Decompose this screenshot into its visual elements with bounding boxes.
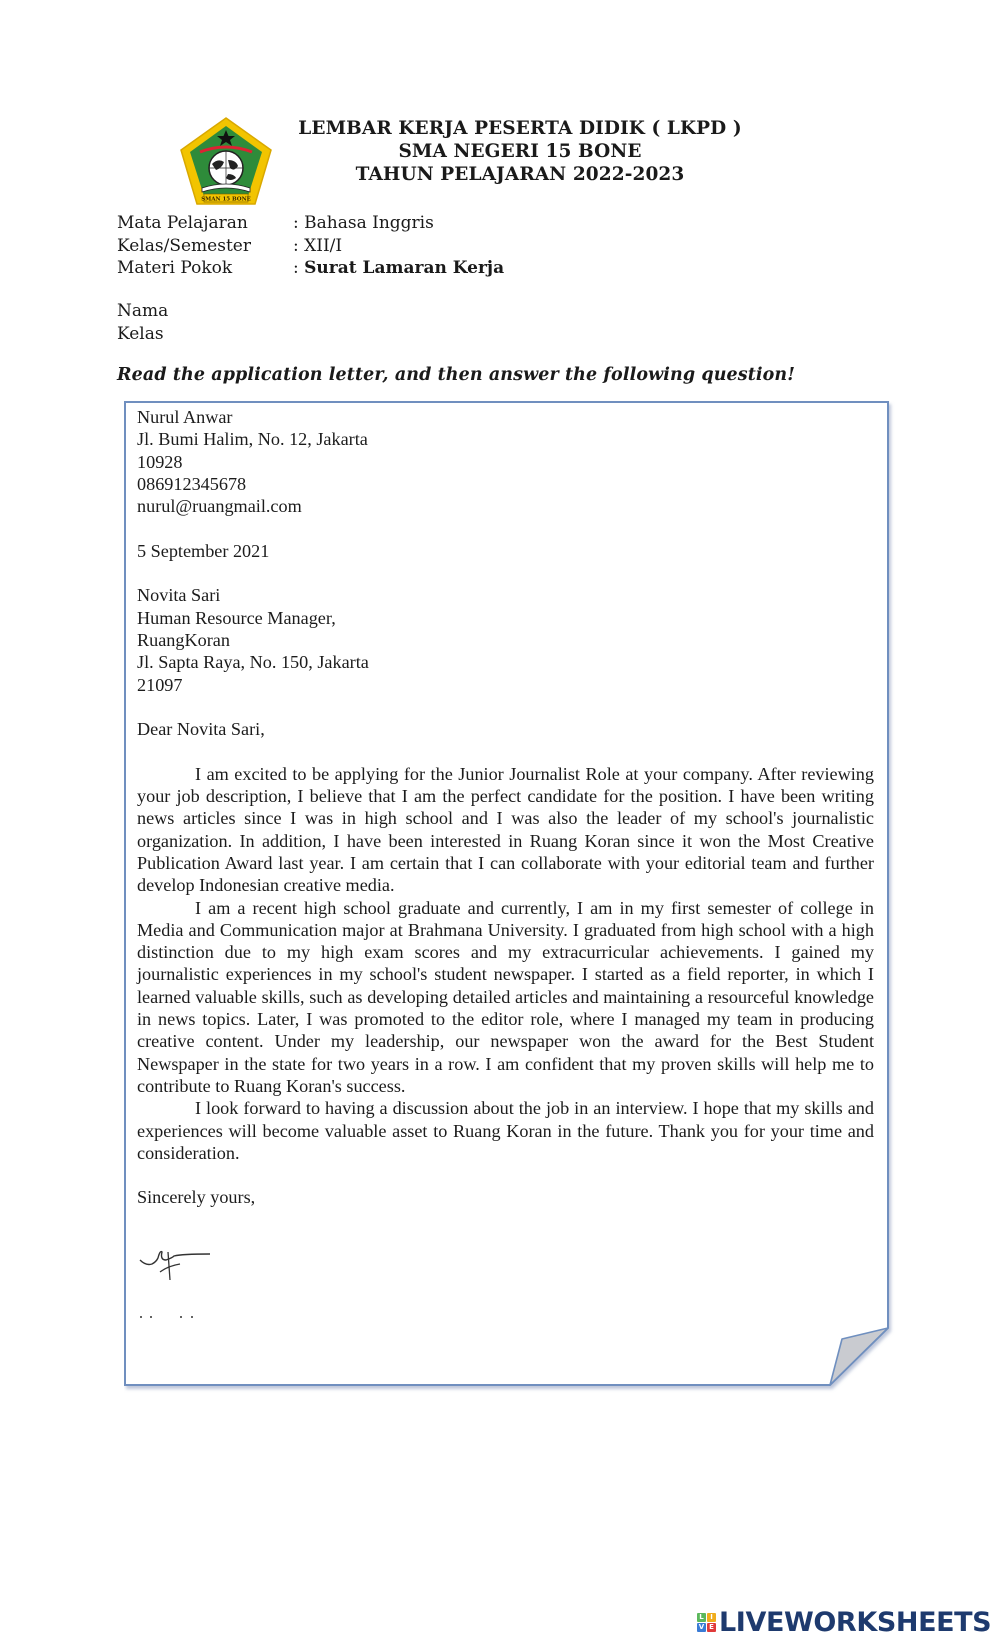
salutation: Dear Novita Sari, xyxy=(137,719,265,740)
student-fields xyxy=(117,300,168,345)
signature-scribble-icon xyxy=(138,1246,218,1288)
meta-row-class-semester xyxy=(117,235,504,258)
name-label: Nama xyxy=(117,301,169,321)
letter-date: 5 September 2021 xyxy=(137,540,270,561)
instruction-text: Read the application letter, and then answer the following question! xyxy=(117,365,796,385)
svg-text:SMAN 15 BONE: SMAN 15 BONE xyxy=(201,196,251,203)
worksheet-title: LEMBAR KERJA PESERTA DIDIK ( LKPD ) xyxy=(298,118,742,139)
sender-name: Nurul Anwar xyxy=(137,407,233,427)
recipient-name: Novita Sari xyxy=(137,585,221,606)
topic-value: Surat Lamaran Kerja xyxy=(304,258,505,278)
meta-row-topic xyxy=(117,257,504,280)
live-tiles-icon: L I V E xyxy=(697,1613,716,1632)
academic-year: TAHUN PELAJARAN 2022-2023 xyxy=(355,164,685,185)
recipient-title: Human Resource Manager, xyxy=(137,607,336,628)
school-name: SMA NEGERI 15 BONE xyxy=(398,141,642,162)
letter-paragraph-2: I am a recent high school graduate and currently, I am in my first semester of college in Media and Communication major at Brahmana University. I graduated from high school with a high distinction due to my high exam scores and my extracurricular achievements. I gained my journalistic experiences in my school's student newspaper. I started as a field reporter, in which I learned valuable skills, such as developing detailed articles and maintaining a resourceful knowledge in news topics. Later, I was promoted to the editor role, where I managed my team in producing creative content. Under my leadership, our newspaper won the award for the Best Student Newspaper in the state for two years in a row. I am confident that my proven skills will help me to contribute to Ruang Koran's success. xyxy=(137,897,874,1096)
sender-phone: 086912345678 xyxy=(137,473,247,494)
letter-paragraph-3: I look forward to having a discussion about the job in an interview. I hope that my skills and experiences will become valuable asset to Ruang Koran in the future. Thank you for your time and consideration. xyxy=(137,1098,874,1163)
sender-street: Jl. Bumi Halim, No. 12, Jakarta xyxy=(137,429,368,450)
subject-info xyxy=(117,212,504,280)
sender-postcode: 10928 xyxy=(137,451,183,472)
sender-email: nurul@ruangmail.com xyxy=(137,496,302,517)
truncated-signature-name xyxy=(137,1305,207,1311)
sender-address xyxy=(137,406,874,517)
recipient-street: Jl. Sapta Raya, No. 150, Jakarta xyxy=(137,652,369,673)
application-letter xyxy=(137,406,874,1209)
recipient-address xyxy=(137,584,874,695)
meta-label: Materi Pokok xyxy=(117,258,233,278)
meta-label: Mata Pelajaran xyxy=(117,213,248,233)
recipient-postcode: 21097 xyxy=(137,674,183,695)
letter-paragraph-1: I am excited to be applying for the Junior Journalist Role at your company. After reviewing your job description, I believe that I am the perfect candidate for the position. I have been writing news articles since I was in high school and I was also the leader of my school's journalistic organization. In addition, I have been interested in Ruang Koran since it won the Most Creative Publication Award last year. I am certain that I can collaborate with your editorial team and further develop Indonesian creative media. xyxy=(137,763,874,896)
recipient-company: RuangKoran xyxy=(137,629,230,650)
meta-row-subject xyxy=(117,212,504,235)
class-label: Kelas xyxy=(117,323,164,344)
brand-name: LIVEWORKSHEETS xyxy=(719,1606,992,1638)
meta-value: : XII/I xyxy=(293,235,343,256)
meta-value xyxy=(293,257,504,280)
liveworksheets-logo[interactable] xyxy=(697,1607,991,1637)
signature xyxy=(138,1246,218,1288)
meta-label: Kelas/Semester xyxy=(117,235,251,256)
meta-value: : Bahasa Inggris xyxy=(293,213,434,233)
closing: Sincerely yours, xyxy=(137,1187,256,1208)
meta-colon: : xyxy=(293,258,305,278)
